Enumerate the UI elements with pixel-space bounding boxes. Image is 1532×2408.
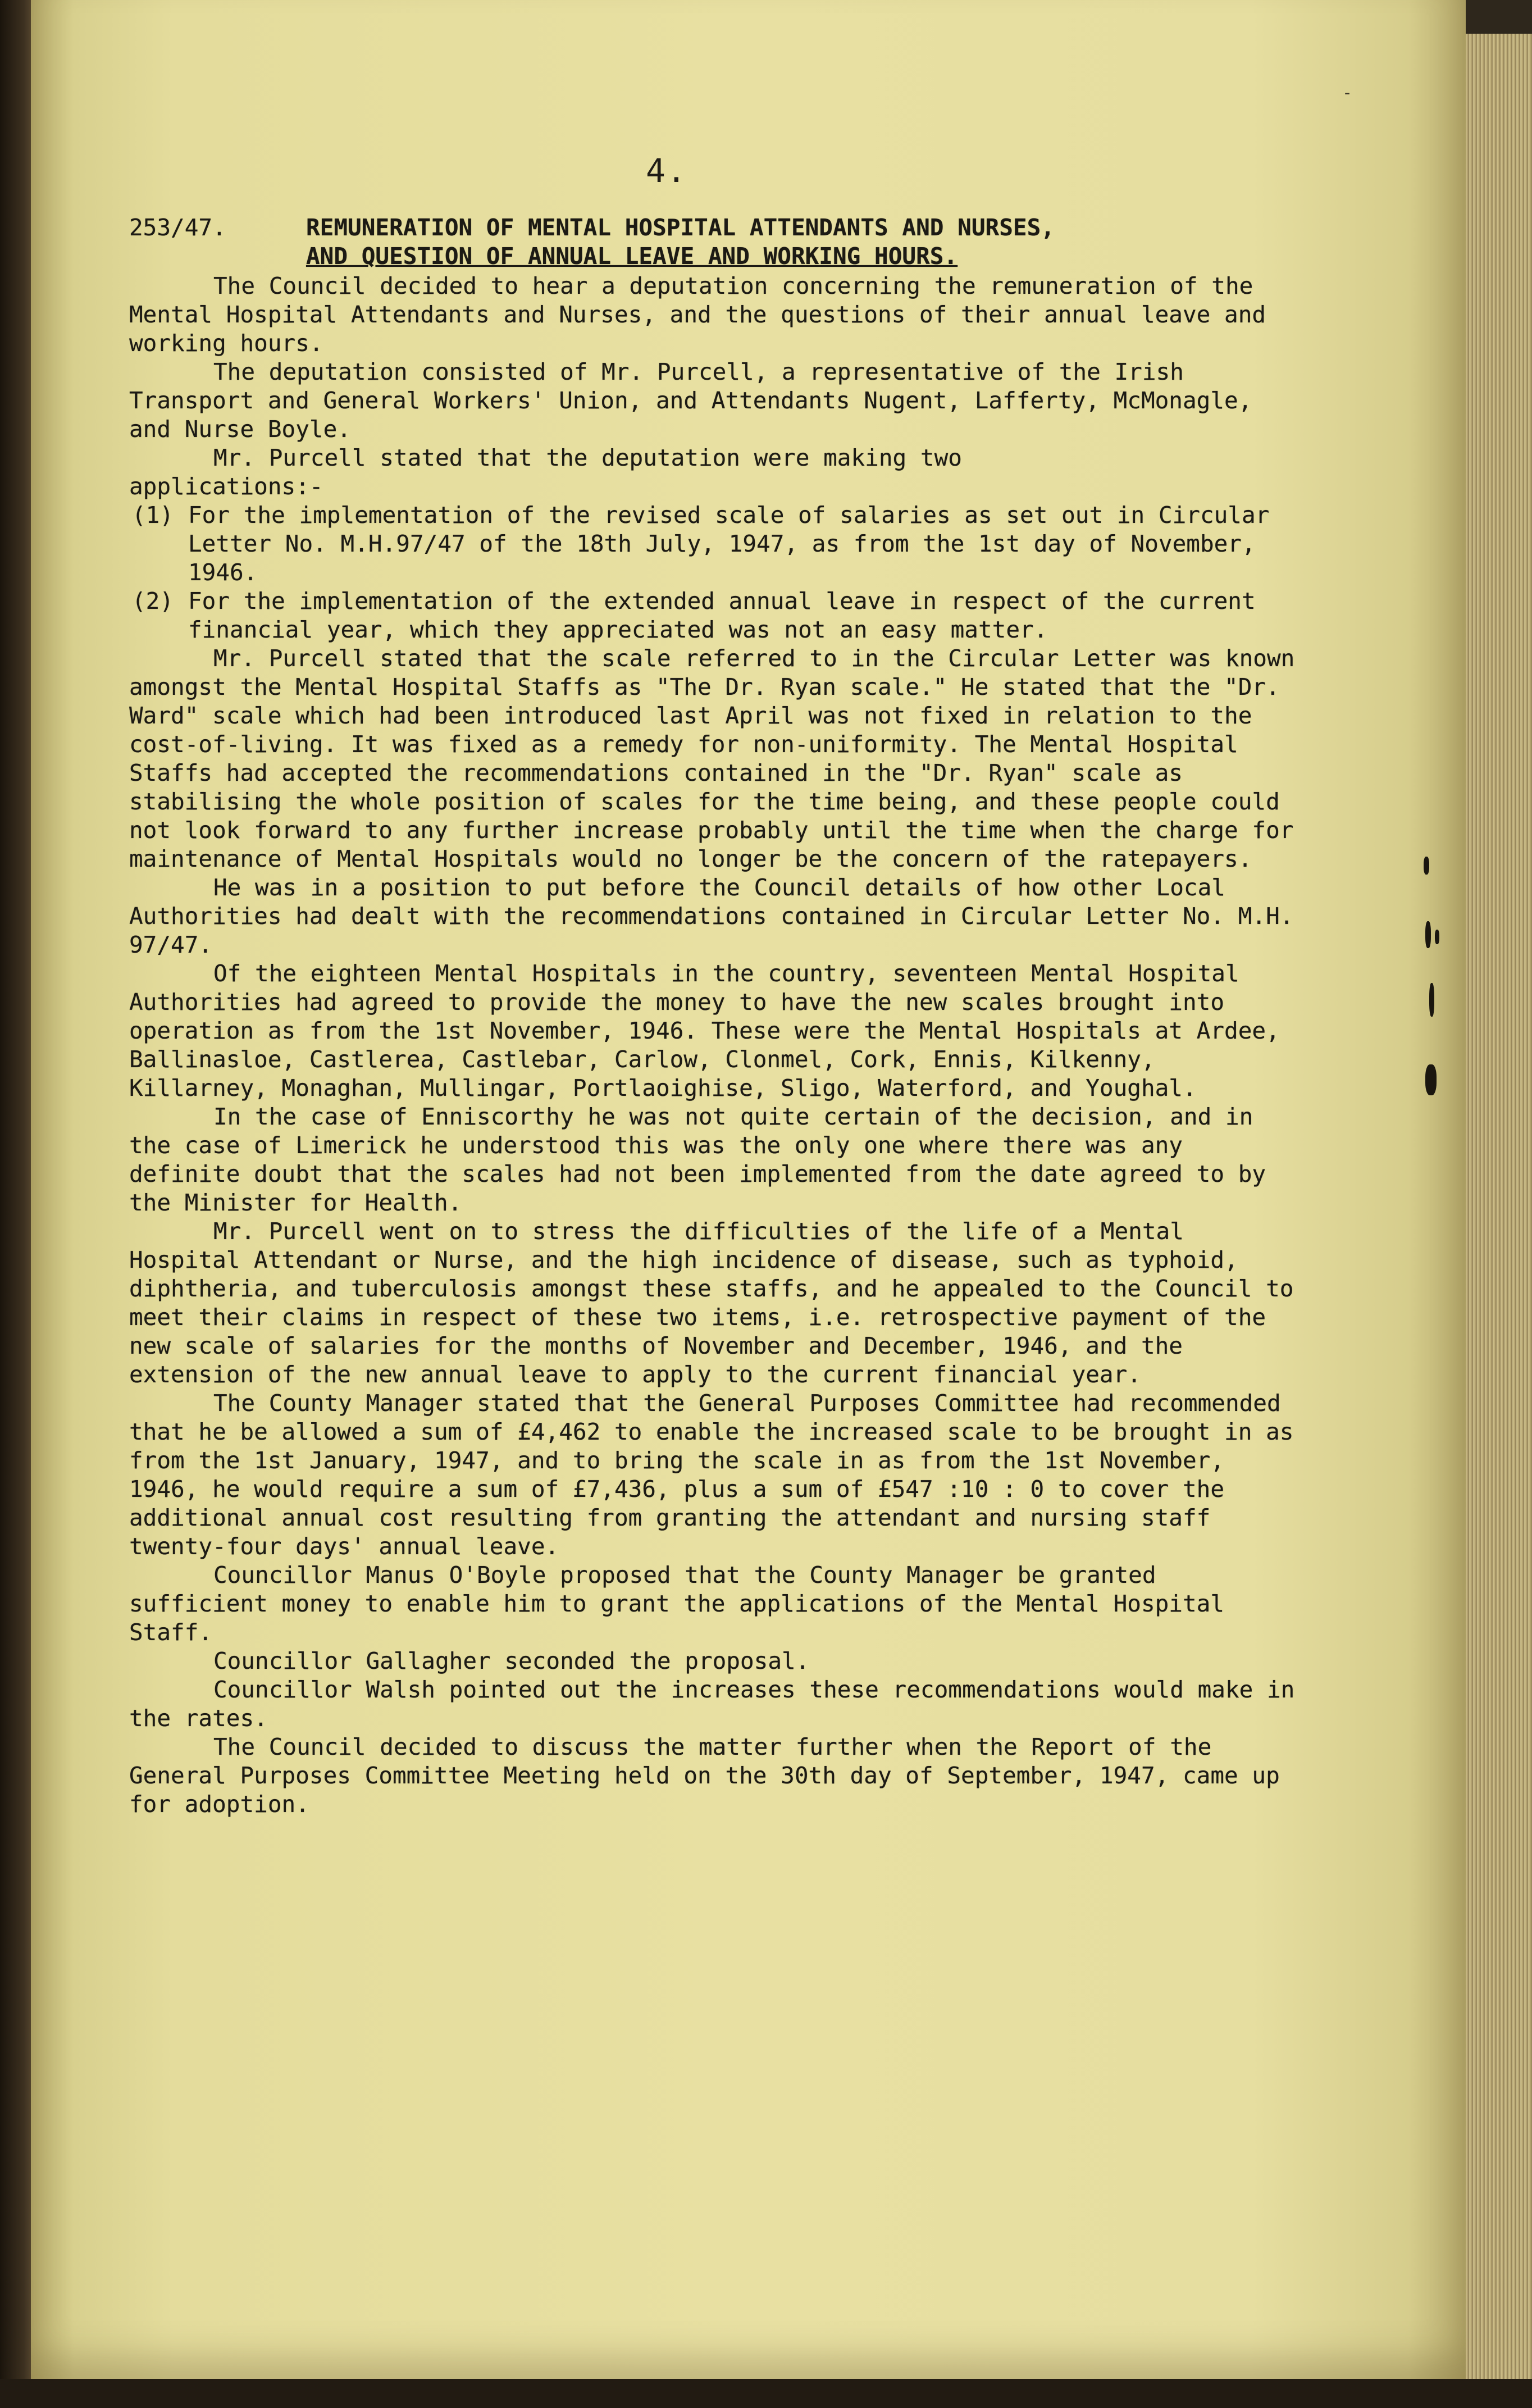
book-spine — [0, 0, 34, 2408]
paragraph-other-authorities: He was in a position to put before the Council details of how other Local Authorities had dealt with the recommendations contained in Circular Letter No. M.H. 97/47. — [129, 874, 1294, 958]
bottom-shadow — [0, 2379, 1532, 2408]
paragraph-deputation-members: The deputation consisted of Mr. Purcell, a representative of the Irish Transport and General Workers' Union, and Attendants Nugent, Lafferty, McMonagle, and Nurse Boyle. — [129, 358, 1252, 443]
paragraph-difficulties: Mr. Purcell went on to stress the difficulties of the life of a Mental Hospital Attendant or Nurse, and the high incidence of disease, such as typhoid, diphtheria, and tuberculosis amongst these staffs, and he appealed to the Council to meet their claims in respect of these two items, i.e. retrospective payment of the new scale of salaries for the months of November and December, 1946, and the extension of the new annual leave to apply to the current financial year. — [129, 1218, 1294, 1388]
paragraph-proposal: Councillor Manus O'Boyle proposed that the County Manager be granted sufficient money to enable him to grant the applications of the Mental Hospital Staff. — [129, 1562, 1225, 1646]
paragraph-deputation-decision: The Council decided to hear a deputation concerning the remuneration of the Mental Hospital Attendants and Nurses, and the questions of their annual leave and working hours. — [129, 272, 1266, 357]
application-item-2 — [129, 587, 1297, 644]
paragraph-adjournment: The Council decided to discuss the matter further when the Report of the General Purposes Committee Meeting held on the 30th day of September, 1947, came up for adoption. — [129, 1733, 1280, 1818]
minute-title — [306, 213, 1297, 271]
margin-ink-mark — [1424, 857, 1429, 875]
paragraph-county-manager: The County Manager stated that the General Purposes Committee had recommended that he be allowed a sum of £4,462 to enable the increased scale to be brought in as from the 1st January, 1947, and to bring the scale in as from the 1st November, 1946, he would require a sum of £7,436, plus a sum of £547 :10 : 0 to cover the additional annual cost resulting from granting the attendant and nursing staff twenty-four days' annual leave. — [129, 1390, 1294, 1560]
page-number: 4. — [646, 152, 687, 190]
paragraph-enniscorthy-limerick: In the case of Enniscorthy he was not quite certain of the decision, and in the case of Limerick he understood this was the only one where there was any definite doubt that the scales had not been implemented from the date agreed to by the Minister for Health. — [129, 1103, 1266, 1216]
paragraph-applications-intro: Mr. Purcell stated that the deputation were making two — [213, 444, 962, 471]
paragraph-rates: Councillor Walsh pointed out the increases these recommendations would make in the rates. — [129, 1676, 1295, 1732]
application-item-1 — [129, 501, 1297, 587]
margin-ink-mark — [1435, 930, 1439, 944]
margin-ink-mark — [1425, 921, 1431, 948]
applications-label: applications:- — [129, 473, 323, 500]
application-item-1-text: For the implementation of the revised scale of salaries as set out in Circular Letter No. M.H.97/47 of the 18th July, 1947, as from the 1st day of November, 1946. — [188, 502, 1270, 586]
paragraph-hospital-list: Of the eighteen Mental Hospitals in the country, seventeen Mental Hospital Authorities had agreed to provide the money to have the new scales brought into operation as from the 1st November, 1946. These were the Mental Hospitals at Ardee, Ballinasloe, Castlerea, Castlebar, Carlow, Clonmel, Cork, Ennis, Kilkenny, Killarney, Monaghan, Mullingar, Portlaoighise, Sligo, Waterford, and Youghal. — [129, 960, 1280, 1101]
page-edges — [1466, 34, 1532, 2408]
minute-body — [129, 213, 1297, 1819]
heading-line-2: AND QUESTION OF ANNUAL LEAVE AND WORKING HOURS. — [306, 243, 958, 270]
application-item-2-text: For the implementation of the extended annual leave in respect of the current financial year, which they appreciated was not an easy matter. — [188, 588, 1256, 643]
margin-ink-mark — [1429, 983, 1434, 1017]
heading-line-1: REMUNERATION OF MENTAL HOSPITAL ATTENDANTS AND NURSES, — [306, 214, 1055, 241]
paragraph-dr-ryan-scale: Mr. Purcell stated that the scale referred to in the Circular Letter was known amongst the Mental Hospital Staffs as "The Dr. Ryan scale." He stated that the "Dr. Ward" scale which had been introduced last April was not fixed in relation to the cost-of-living. It was fixed as a remedy for non-uniformity. The Mental Hospital Staffs had accepted the recommendations contained in the "Dr. Ryan" scale as stabilising the whole position of scales for the time being, and these people could not look forward to any further increase probably until the time when the charge for maintenance of Mental Hospitals would no longer be the concern of the ratepayers. — [129, 645, 1295, 872]
paragraph-seconded: Councillor Gallagher seconded the proposal. — [213, 1647, 810, 1674]
application-item-1-number: (1) — [132, 502, 174, 529]
application-item-2-number: (2) — [132, 588, 174, 614]
corner-mark: - — [1342, 83, 1353, 103]
minute-number: 253/47. — [129, 214, 226, 241]
minute-heading — [129, 213, 1297, 271]
margin-ink-mark — [1425, 1064, 1437, 1095]
